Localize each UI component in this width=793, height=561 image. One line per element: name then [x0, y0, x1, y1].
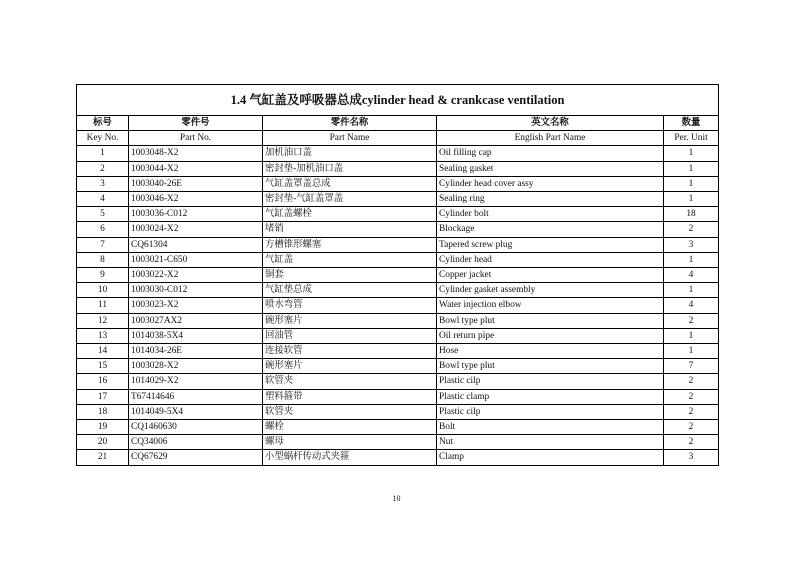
- row-part-name-zh: 螺母: [263, 435, 437, 450]
- row-part-name-en: Copper jacket: [437, 268, 664, 283]
- table-row: [77, 420, 719, 435]
- row-part-number: 1014034-26E: [129, 344, 263, 359]
- header-part-name-zh: 零件名称: [263, 116, 437, 131]
- row-quantity: 2: [664, 374, 719, 389]
- header-qty-en: Per. Unit: [664, 131, 719, 146]
- row-part-number: 1003024-X2: [129, 222, 263, 237]
- header-part-no-en: Part No.: [129, 131, 263, 146]
- row-part-name-en: Blockage: [437, 222, 664, 237]
- row-quantity: 18: [664, 207, 719, 222]
- row-key-number: 18: [77, 404, 129, 419]
- row-part-number: 1014029-X2: [129, 374, 263, 389]
- row-quantity: 2: [664, 222, 719, 237]
- row-part-name-zh: 喷水弯管: [263, 298, 437, 313]
- table-row: [77, 298, 719, 313]
- row-part-name-zh: 气缸盖罩盖总成: [263, 176, 437, 191]
- row-part-name-en: Water injection elbow: [437, 298, 664, 313]
- table-row: [77, 344, 719, 359]
- row-quantity: 3: [664, 450, 719, 465]
- table-row: [77, 237, 719, 252]
- row-part-name-en: Bolt: [437, 420, 664, 435]
- row-key-number: 19: [77, 420, 129, 435]
- row-key-number: 13: [77, 328, 129, 343]
- row-part-name-en: Cylinder gasket assembly: [437, 283, 664, 298]
- table-row: [77, 146, 719, 161]
- row-key-number: 8: [77, 252, 129, 267]
- row-part-number: 1003028-X2: [129, 359, 263, 374]
- row-part-number: CQ34006: [129, 435, 263, 450]
- row-part-name-en: Plastic cilp: [437, 404, 664, 419]
- table-row: [77, 192, 719, 207]
- row-quantity: 2: [664, 389, 719, 404]
- header-key-zh: 标号: [77, 116, 129, 131]
- table-row: [77, 435, 719, 450]
- row-part-name-zh: 密封垫-气缸盖罩盖: [263, 192, 437, 207]
- row-key-number: 9: [77, 268, 129, 283]
- row-part-number: T67414646: [129, 389, 263, 404]
- row-part-name-en: Tapered screw plug: [437, 237, 664, 252]
- row-key-number: 7: [77, 237, 129, 252]
- row-quantity: 1: [664, 161, 719, 176]
- row-part-name-zh: 堵销: [263, 222, 437, 237]
- header-row-chinese: [77, 116, 719, 131]
- row-part-name-zh: 气缸盖: [263, 252, 437, 267]
- row-part-number: CQ67629: [129, 450, 263, 465]
- row-part-name-en: Nut: [437, 435, 664, 450]
- row-key-number: 11: [77, 298, 129, 313]
- row-key-number: 3: [77, 176, 129, 191]
- section-title: 1.4 气缸盖及呼吸器总成cylinder head & crankcase ventilation: [77, 85, 719, 116]
- row-part-number: CQ1460630: [129, 420, 263, 435]
- table-row: [77, 359, 719, 374]
- row-part-name-en: Bowl type plut: [437, 313, 664, 328]
- row-part-name-zh: 螺栓: [263, 420, 437, 435]
- table-row: [77, 404, 719, 419]
- row-part-name-en: Plastic cilp: [437, 374, 664, 389]
- table-row: [77, 222, 719, 237]
- table-row: [77, 161, 719, 176]
- header-english-name-en: English Part Name: [437, 131, 664, 146]
- row-quantity: 2: [664, 313, 719, 328]
- row-key-number: 1: [77, 146, 129, 161]
- row-part-number: 1003036-C012: [129, 207, 263, 222]
- header-part-no-zh: 零件号: [129, 116, 263, 131]
- row-key-number: 20: [77, 435, 129, 450]
- row-part-name-zh: 方槽锥形螺塞: [263, 237, 437, 252]
- row-key-number: 5: [77, 207, 129, 222]
- parts-table: [76, 84, 719, 466]
- row-quantity: 2: [664, 435, 719, 450]
- row-quantity: 1: [664, 344, 719, 359]
- table-row: [77, 450, 719, 465]
- row-part-number: 1003040-26E: [129, 176, 263, 191]
- row-quantity: 4: [664, 298, 719, 313]
- row-key-number: 2: [77, 161, 129, 176]
- row-part-name-en: Cylinder head cover assy: [437, 176, 664, 191]
- table-row: [77, 283, 719, 298]
- row-part-number: 1014038-5X4: [129, 328, 263, 343]
- row-part-number: 1003044-X2: [129, 161, 263, 176]
- row-part-name-en: Sealing ring: [437, 192, 664, 207]
- row-key-number: 17: [77, 389, 129, 404]
- row-part-name-zh: 气缸垫总成: [263, 283, 437, 298]
- row-part-number: 1003046-X2: [129, 192, 263, 207]
- header-qty-zh: 数量: [664, 116, 719, 131]
- row-quantity: 2: [664, 420, 719, 435]
- row-part-name-zh: 回油管: [263, 328, 437, 343]
- header-part-name-en: Part Name: [263, 131, 437, 146]
- row-quantity: 1: [664, 328, 719, 343]
- table-row: [77, 268, 719, 283]
- header-row-english: [77, 131, 719, 146]
- row-part-name-zh: 塑料箍带: [263, 389, 437, 404]
- row-part-name-en: Clamp: [437, 450, 664, 465]
- row-part-name-zh: 气缸盖螺栓: [263, 207, 437, 222]
- row-part-name-zh: 铜套: [263, 268, 437, 283]
- row-part-number: 1003023-X2: [129, 298, 263, 313]
- row-part-name-zh: 碗形塞片: [263, 313, 437, 328]
- row-part-name-zh: 小型蜗杆传动式夹箍: [263, 450, 437, 465]
- page-number: 10: [392, 494, 401, 503]
- row-part-number: 1003021-C650: [129, 252, 263, 267]
- row-part-name-zh: 连接软管: [263, 344, 437, 359]
- row-quantity: 3: [664, 237, 719, 252]
- row-quantity: 7: [664, 359, 719, 374]
- row-quantity: 1: [664, 252, 719, 267]
- table-row: [77, 374, 719, 389]
- parts-table-body: [77, 146, 719, 465]
- row-key-number: 15: [77, 359, 129, 374]
- row-quantity: 2: [664, 404, 719, 419]
- row-part-name-en: Oil filling cap: [437, 146, 664, 161]
- row-part-name-zh: 碗形塞片: [263, 359, 437, 374]
- table-row: [77, 313, 719, 328]
- row-part-name-zh: 软管夹: [263, 404, 437, 419]
- row-part-name-en: Hose: [437, 344, 664, 359]
- row-quantity: 1: [664, 192, 719, 207]
- row-key-number: 14: [77, 344, 129, 359]
- row-quantity: 1: [664, 146, 719, 161]
- row-part-name-en: Cylinder bolt: [437, 207, 664, 222]
- row-part-number: 1003048-X2: [129, 146, 263, 161]
- row-key-number: 4: [77, 192, 129, 207]
- row-part-number: 1003022-X2: [129, 268, 263, 283]
- header-key-en: Key No.: [77, 131, 129, 146]
- row-part-name-zh: 密封垫-加机油口盖: [263, 161, 437, 176]
- row-part-name-en: Sealing gasket: [437, 161, 664, 176]
- row-quantity: 4: [664, 268, 719, 283]
- row-part-number: CQ61304: [129, 237, 263, 252]
- row-key-number: 6: [77, 222, 129, 237]
- table-row: [77, 252, 719, 267]
- table-row: [77, 207, 719, 222]
- row-part-name-en: Cylinder head: [437, 252, 664, 267]
- table-row: [77, 176, 719, 191]
- row-part-name-en: Bowl type plut: [437, 359, 664, 374]
- header-english-name-zh: 英文名称: [437, 116, 664, 131]
- row-part-name-en: Plastic clamp: [437, 389, 664, 404]
- row-key-number: 16: [77, 374, 129, 389]
- table-row: [77, 389, 719, 404]
- row-part-number: 1003027AX2: [129, 313, 263, 328]
- row-part-number: 1003030-C012: [129, 283, 263, 298]
- table-row: [77, 328, 719, 343]
- row-part-name-zh: 软管夹: [263, 374, 437, 389]
- row-key-number: 12: [77, 313, 129, 328]
- row-quantity: 1: [664, 283, 719, 298]
- row-key-number: 21: [77, 450, 129, 465]
- row-part-name-en: Oil return pipe: [437, 328, 664, 343]
- row-part-number: 1014049-5X4: [129, 404, 263, 419]
- row-part-name-zh: 加机油口盖: [263, 146, 437, 161]
- row-key-number: 10: [77, 283, 129, 298]
- row-quantity: 1: [664, 176, 719, 191]
